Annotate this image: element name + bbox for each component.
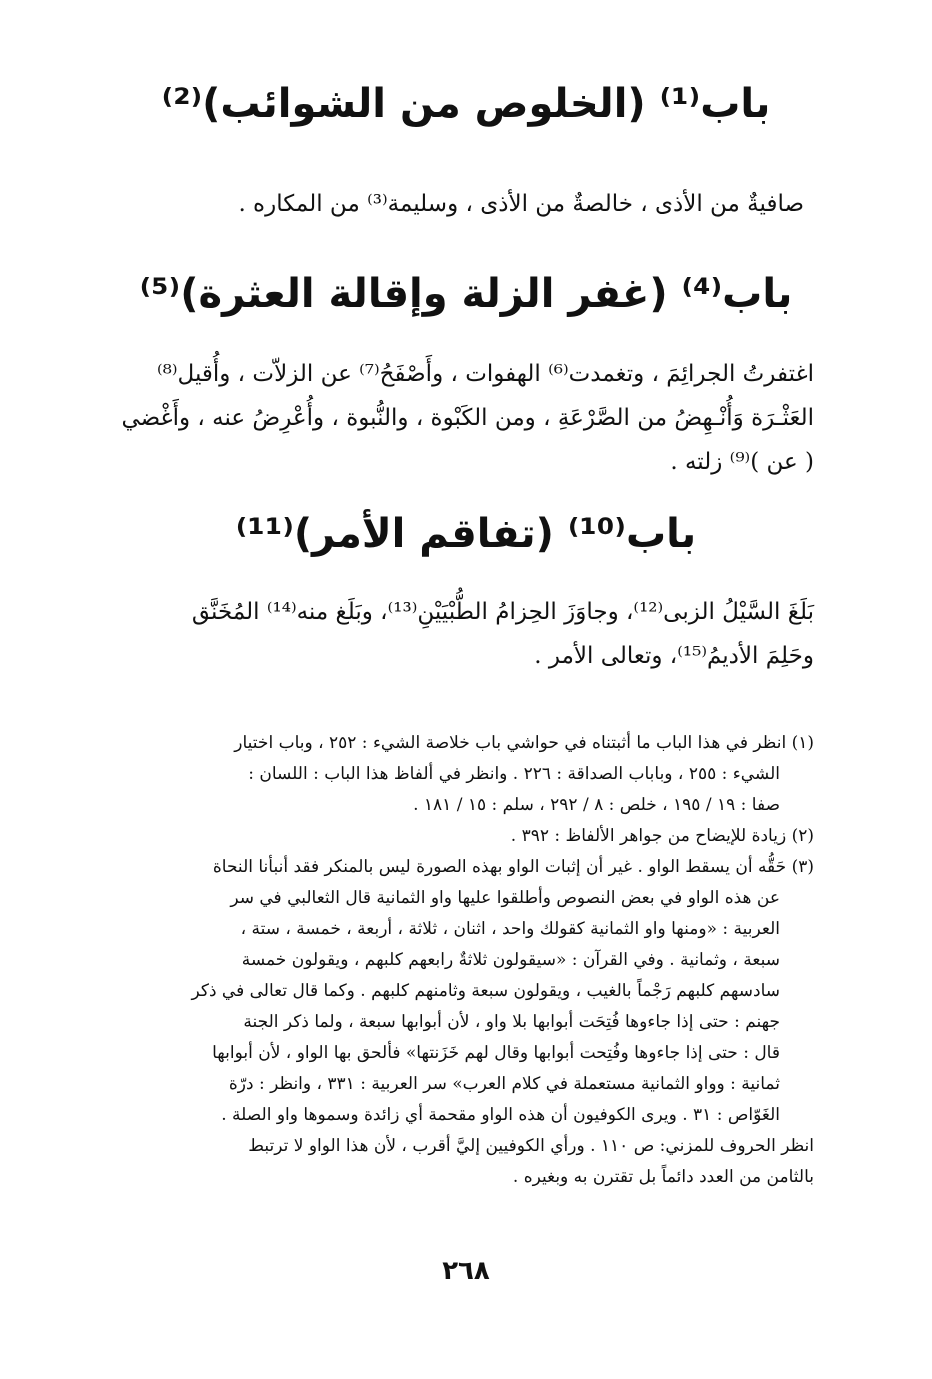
footnote-line: بالثامن من العدد دائماً بل تقترن به وبغيره . — [512, 1167, 814, 1187]
footnote-3 — [118, 852, 814, 1193]
section-heading-tafaqum: باب⁽¹⁰⁾ (تفاقم الأمر)⁽¹¹⁾ — [235, 511, 697, 557]
footnote-line: سادسهم كلبهم رَجْماً بالغيب ، ويقولون سبعة وثامنهم كلبهم . وكما قال تعالى في ذكر — [191, 981, 780, 1001]
text-line: العَثْـرَة وَأُنْـهِضُ من الصَّرْعَةِ ، ومن الكَبْوة ، والنُّبوة ، وأُعْرِضُ عنه ، وأَغْضي — [121, 405, 814, 431]
footnote-line: صفا : ١٩ / ١٩٥ ، خلص : ٨ / ٢٩٢ ، سلم : ١٥ / ١٨١ . — [413, 795, 780, 815]
footnote-1 — [118, 728, 814, 821]
page-number: ٢٦٨ — [442, 1256, 490, 1286]
text-line: بَلَغَ السَّيْلُ الزبى⁽¹²⁾، وجاوَزَ الحِزامُ الطُّبْيَيْنِ⁽¹³⁾، وبَلَغ منه⁽¹⁴⁾ المُخَنَّق — [191, 599, 814, 625]
footnotes — [118, 728, 814, 1193]
footnote-2 — [118, 821, 814, 852]
footnote-line: (٢) زيادة للإيضاح من جواهر الألفاظ : ٣٩٢ . — [510, 826, 814, 846]
footnote-line: الشيء : ٢٥٥ ، وباباب الصداقة : ٢٢٦ . وانظر في ألفاظ هذا الباب : اللسان : — [248, 764, 780, 784]
footnote-line: الغَوّاص : ٣١ . ويرى الكوفيون أن هذه الواو مقحمة أي زائدة وسموها واو الصلة . — [221, 1105, 780, 1125]
text-line: صافيةٌ من الأذى ، خالصةٌ من الأذى ، وسليمة⁽³⁾ من المكاره . — [238, 191, 804, 217]
section-text-ghafr — [118, 352, 814, 484]
footnote-line: جهنم : حتى إذا جاءوها فُتِحَت أبوابها بلا واو ، لأن أبوابها سبعة ، ولما ذكر الجنة — [243, 1012, 780, 1032]
section-heading-ghafr: باب⁽⁴⁾ (غفر الزلة وإقالة العثرة)⁽⁵⁾ — [139, 271, 793, 317]
footnote-line: انظر الحروف للمزني: ص ١١٠ . ورأي الكوفيين إليَّ أقرب ، لأن هذا الواو لا ترتبط — [248, 1136, 814, 1156]
footnote-line: عن هذه الواو في بعض النصوص وأطلقوا عليها واو الثمانية قال الثعالبي في سر — [230, 888, 780, 908]
footnote-line: سبعة ، وثمانية . وفي القرآن : «سيقولون ثلاثةٌ رابعهم كلبهم ، ويقولون خمسة — [241, 950, 780, 970]
footnote-line: العربية : «ومنها واو الثمانية كقولك واحد ، اثنان ، ثلاثة ، أربعة ، خمسة ، ستة ، — [240, 919, 780, 939]
text-line: ( عن )⁽⁹⁾ زلته . — [670, 449, 814, 475]
text-line: وحَلِمَ الأديمُ⁽¹⁵⁾، وتعالى الأمر . — [534, 643, 814, 669]
footnote-line: ثمانية : وواو الثمانية مستعملة في كلام العرب» سر العربية : ٣٣١ ، وانظر : درّة — [228, 1074, 780, 1094]
text-line: اغتفرتُ الجرائِمَ ، وتغمدت⁽⁶⁾ الهفوات ، وأَصْفَحُ⁽⁷⁾ عن الزلاّت ، وأُقيل⁽⁸⁾ — [156, 361, 814, 387]
section-heading-khulus: باب⁽¹⁾ (الخلوص من الشوائب)⁽²⁾ — [161, 81, 771, 127]
footnote-line: قال : حتى إذا جاءوها وفُتِحت أبوابها وقال لهم خَزَنتها» فألحق بها الواو ، لأن أبوابها — [212, 1043, 780, 1063]
section-text-khulus — [128, 182, 804, 226]
footnote-line: (٣) حَقُّه أن يسقط الواو . غير أن إثبات الواو بهذه الصورة ليس بالمنكر فقد أنبأنا النحاة — [212, 857, 814, 877]
section-text-tafaqum — [118, 590, 814, 678]
footnote-line: (١) انظر في هذا الباب ما أثبتناه في حواشي باب خلاصة الشيء : ٢٥٢ ، وباب اختيار — [234, 733, 814, 753]
